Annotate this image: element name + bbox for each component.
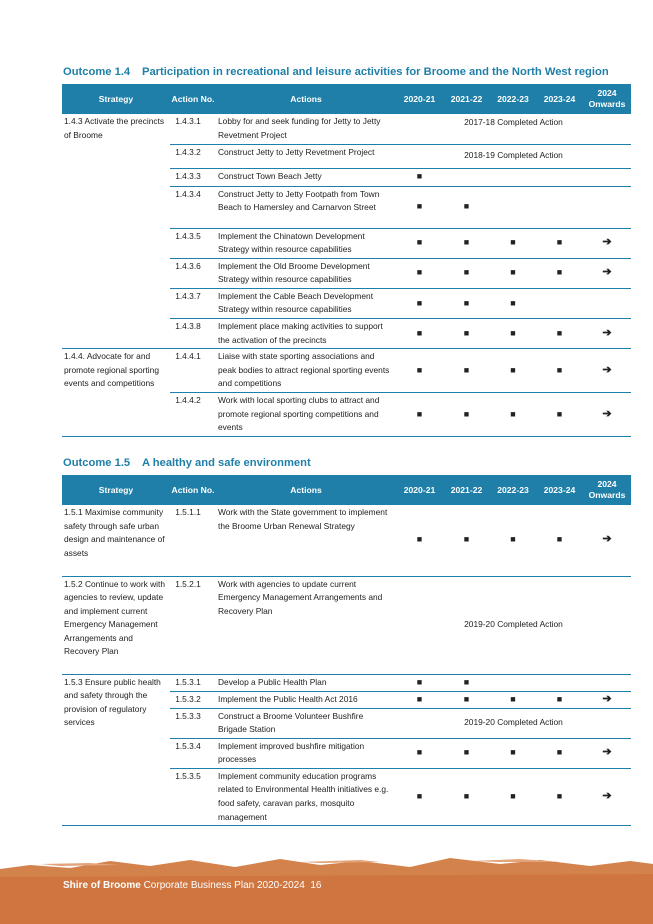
strategy-cell: 1.4.3 Activate the precincts of Broome	[62, 114, 170, 349]
action-number-cell: 1.4.3.8	[170, 319, 216, 349]
scheduled-marker-icon: ■	[536, 319, 583, 349]
scheduled-marker-icon: ■	[490, 258, 536, 288]
scheduled-marker-icon: ■	[396, 258, 443, 288]
empty-year-cell	[490, 186, 536, 228]
action-description-cell: Lobby for and seek funding for Jetty to Jetty Revetment Project	[216, 114, 396, 144]
outcome-title: Participation in recreational and leisure activities for Broome and the North West region	[142, 66, 609, 78]
scheduled-marker-icon: ■	[490, 393, 536, 437]
scheduled-marker-icon: ■	[536, 738, 583, 768]
action-description-cell: Work with local sporting clubs to attract and promote regional sporting competitions and events	[216, 393, 396, 437]
empty-year-cell	[490, 674, 536, 691]
action-number-cell: 1.4.3.2	[170, 144, 216, 168]
completed-action-note: 2017-18 Completed Action	[396, 114, 631, 144]
header-2023-24: 2023-24	[536, 475, 583, 505]
footer-text	[63, 880, 321, 891]
action-description-cell: Implement place making activities to support the activation of the precincts	[216, 319, 396, 349]
ongoing-arrow-icon: ➔	[583, 738, 631, 768]
action-description-cell: Implement improved bushfire mitigation processes	[216, 738, 396, 768]
header-2024-onwards	[583, 475, 631, 505]
action-description-cell: Liaise with state sporting associations and peak bodies to attract regional sporting events and competitions	[216, 349, 396, 393]
ongoing-arrow-icon: ➔	[583, 768, 631, 825]
action-description-cell: Implement the Public Health Act 2016	[216, 691, 396, 708]
action-description-cell: Construct Jetty to Jetty Revetment Project	[216, 144, 396, 168]
scheduled-marker-icon: ■	[443, 228, 490, 258]
header-2022-23: 2022-23	[490, 475, 536, 505]
table-row	[62, 114, 631, 144]
action-description-cell: Construct Jetty to Jetty Footpath from Town Beach to Hamersley and Carnarvon Street	[216, 186, 396, 228]
empty-year-cell	[490, 168, 536, 186]
scheduled-marker-icon: ■	[396, 738, 443, 768]
action-description-cell: Construct a Broome Volunteer Bushfire Brigade Station	[216, 708, 396, 738]
empty-year-cell	[583, 168, 631, 186]
header-2024-onwards	[583, 84, 631, 114]
scheduled-marker-icon: ■	[443, 674, 490, 691]
scheduled-marker-icon: ■	[396, 674, 443, 691]
header-2021-22: 2021-22	[443, 475, 490, 505]
action-number-cell: 1.4.3.5	[170, 228, 216, 258]
scheduled-marker-icon: ■	[443, 258, 490, 288]
action-description-cell: Implement community education programs related to Environmental Health initiatives e.g. food safety, caravan parks, mosquito management	[216, 768, 396, 825]
action-number-cell: 1.5.2.1	[170, 576, 216, 674]
outcome-1-5-heading	[63, 457, 311, 469]
scheduled-marker-icon: ■	[443, 691, 490, 708]
scheduled-marker-icon: ■	[490, 691, 536, 708]
outcome-title: A healthy and safe environment	[142, 457, 311, 469]
empty-year-cell	[536, 674, 583, 691]
header-strategy: Strategy	[62, 84, 170, 114]
action-number-cell: 1.5.3.3	[170, 708, 216, 738]
scheduled-marker-icon: ■	[396, 168, 443, 186]
footer-org: Shire of Broome	[63, 880, 141, 891]
strategy-cell: 1.5.3 Ensure public health and safety through the provision of regulatory services	[62, 674, 170, 826]
header-2024: 2024	[597, 88, 617, 98]
action-number-cell: 1.4.4.1	[170, 349, 216, 393]
header-2021-22: 2021-22	[443, 84, 490, 114]
ongoing-arrow-icon: ➔	[583, 393, 631, 437]
table-row	[62, 505, 631, 576]
scheduled-marker-icon: ■	[490, 228, 536, 258]
header-action-no: Action No.	[170, 475, 216, 505]
scheduled-marker-icon: ■	[443, 738, 490, 768]
table-header-row	[62, 84, 631, 114]
action-number-cell: 1.4.3.1	[170, 114, 216, 144]
empty-year-cell	[583, 288, 631, 318]
scheduled-marker-icon: ■	[396, 393, 443, 437]
table-row	[62, 349, 631, 393]
scheduled-marker-icon: ■	[443, 186, 490, 228]
scheduled-marker-icon: ■	[443, 319, 490, 349]
header-onwards: Onwards	[588, 99, 626, 109]
scheduled-marker-icon: ■	[396, 186, 443, 228]
footer-doc-title: Corporate Business Plan 2020-2024	[143, 880, 305, 891]
ongoing-arrow-icon: ➔	[583, 505, 631, 576]
scheduled-marker-icon: ■	[443, 505, 490, 576]
action-number-cell: 1.5.3.2	[170, 691, 216, 708]
outcome-1-4-table	[62, 84, 631, 437]
scheduled-marker-icon: ■	[490, 288, 536, 318]
strategy-cell: 1.5.2 Continue to work with agencies to review, update and implement current Emergency Management Arrangements and Recovery Plan	[62, 576, 170, 674]
header-2023-24: 2023-24	[536, 84, 583, 114]
scheduled-marker-icon: ■	[490, 768, 536, 825]
header-actions: Actions	[216, 84, 396, 114]
header-2024: 2024	[597, 479, 617, 489]
action-number-cell: 1.5.3.1	[170, 674, 216, 691]
header-onwards: Onwards	[588, 490, 626, 500]
empty-year-cell	[583, 674, 631, 691]
action-description-cell: Work with the State government to implement the Broome Urban Renewal Strategy	[216, 505, 396, 576]
scheduled-marker-icon: ■	[396, 691, 443, 708]
empty-year-cell	[536, 168, 583, 186]
ongoing-arrow-icon: ➔	[583, 228, 631, 258]
action-description-cell: Implement the Cable Beach Development Strategy within resource capabilities	[216, 288, 396, 318]
scheduled-marker-icon: ■	[536, 505, 583, 576]
empty-year-cell	[443, 168, 490, 186]
empty-year-cell	[583, 186, 631, 228]
table-row	[62, 674, 631, 691]
scheduled-marker-icon: ■	[536, 228, 583, 258]
completed-action-note: 2019-20 Completed Action	[396, 708, 631, 738]
action-number-cell: 1.4.3.7	[170, 288, 216, 318]
outcome-1-4-heading	[63, 66, 609, 78]
outcome-number: Outcome 1.4	[63, 66, 131, 78]
ongoing-arrow-icon: ➔	[583, 349, 631, 393]
scheduled-marker-icon: ■	[396, 505, 443, 576]
action-number-cell: 1.5.1.1	[170, 505, 216, 576]
scheduled-marker-icon: ■	[396, 228, 443, 258]
action-description-cell: Construct Town Beach Jetty	[216, 168, 396, 186]
action-number-cell: 1.5.3.5	[170, 768, 216, 825]
scheduled-marker-icon: ■	[490, 349, 536, 393]
scheduled-marker-icon: ■	[396, 288, 443, 318]
action-description-cell: Implement the Chinatown Development Strategy within resource capabilities	[216, 228, 396, 258]
outcome-number: Outcome 1.5	[63, 457, 131, 469]
header-2020-21: 2020-21	[396, 84, 443, 114]
header-actions: Actions	[216, 475, 396, 505]
scheduled-marker-icon: ■	[490, 319, 536, 349]
table-header-row	[62, 475, 631, 505]
completed-action-note: 2018-19 Completed Action	[396, 144, 631, 168]
scheduled-marker-icon: ■	[396, 349, 443, 393]
scheduled-marker-icon: ■	[536, 349, 583, 393]
scheduled-marker-icon: ■	[536, 258, 583, 288]
scheduled-marker-icon: ■	[536, 768, 583, 825]
scheduled-marker-icon: ■	[396, 319, 443, 349]
action-number-cell: 1.4.3.3	[170, 168, 216, 186]
table-row	[62, 576, 631, 674]
action-number-cell: 1.4.3.6	[170, 258, 216, 288]
scheduled-marker-icon: ■	[396, 768, 443, 825]
header-2022-23: 2022-23	[490, 84, 536, 114]
header-2020-21: 2020-21	[396, 475, 443, 505]
header-strategy: Strategy	[62, 475, 170, 505]
scheduled-marker-icon: ■	[443, 768, 490, 825]
scheduled-marker-icon: ■	[443, 349, 490, 393]
page-number: 16	[310, 880, 322, 891]
scheduled-marker-icon: ■	[443, 288, 490, 318]
header-action-no: Action No.	[170, 84, 216, 114]
action-description-cell: Work with agencies to update current Emergency Management Arrangements and Recovery Plan	[216, 576, 396, 674]
empty-year-cell	[536, 186, 583, 228]
ongoing-arrow-icon: ➔	[583, 258, 631, 288]
action-number-cell: 1.5.3.4	[170, 738, 216, 768]
scheduled-marker-icon: ■	[443, 393, 490, 437]
ongoing-arrow-icon: ➔	[583, 319, 631, 349]
scheduled-marker-icon: ■	[490, 738, 536, 768]
empty-year-cell	[536, 288, 583, 318]
scheduled-marker-icon: ■	[536, 691, 583, 708]
scheduled-marker-icon: ■	[490, 505, 536, 576]
strategy-cell: 1.5.1 Maximise community safety through safe urban design and maintenance of assets	[62, 505, 170, 576]
action-number-cell: 1.4.3.4	[170, 186, 216, 228]
action-description-cell: Implement the Old Broome Development Strategy within resource capabilities	[216, 258, 396, 288]
ongoing-arrow-icon: ➔	[583, 691, 631, 708]
scheduled-marker-icon: ■	[536, 393, 583, 437]
action-number-cell: 1.4.4.2	[170, 393, 216, 437]
action-description-cell: Develop a Public Health Plan	[216, 674, 396, 691]
strategy-cell: 1.4.4. Advocate for and promote regional sporting events and competitions	[62, 349, 170, 437]
outcome-1-5-table	[62, 475, 631, 826]
completed-action-note: 2019-20 Completed Action	[396, 576, 631, 674]
